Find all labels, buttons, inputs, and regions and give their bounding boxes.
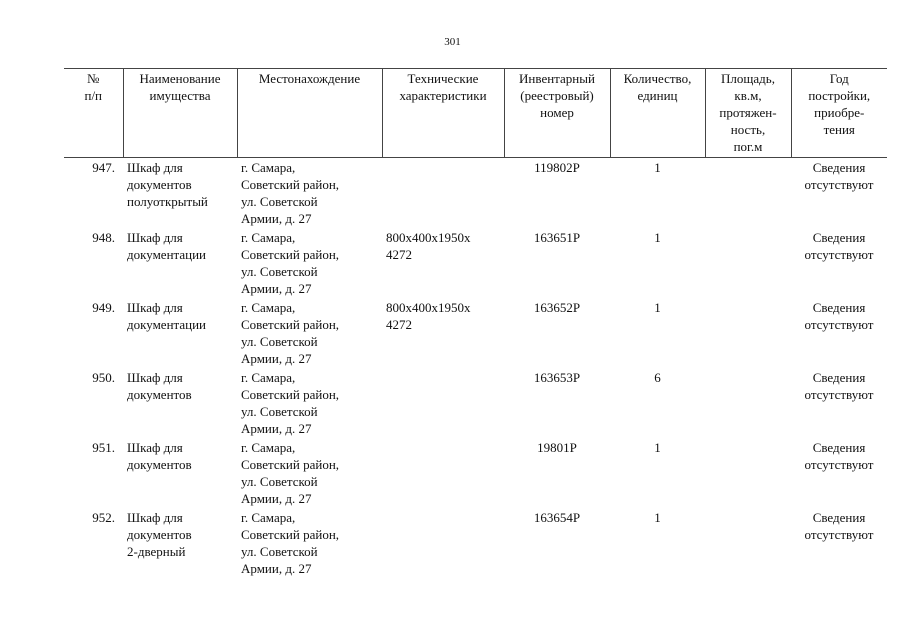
item-location-line: г. Самара, [241,440,296,455]
item-year-line: Сведения [812,300,866,315]
item-tech-specs-cell [382,228,504,298]
item-name-line: Шкаф для [127,440,183,455]
item-name-line: документов [127,387,192,402]
header-line: п/п [84,88,103,103]
item-quantity-cell: 1 [654,300,661,315]
item-year-line: отсутствуют [804,457,874,472]
item-quantity-cell: 1 [654,440,661,455]
item-name-cell [123,228,237,298]
item-location-line: ул. Советской [241,474,318,489]
header-line: Количество, [623,71,692,86]
item-year-cell [791,298,887,368]
item-location-line: Армии, д. 27 [241,351,312,366]
item-location-line: ул. Советской [241,544,318,559]
item-location-cell [237,368,382,438]
item-location-line: г. Самара, [241,230,296,245]
item-area-cell [705,158,791,229]
header-line: тения [823,122,855,137]
item-area-cell [705,508,791,578]
item-year-cell [791,508,887,578]
header-line: Площадь, [721,71,775,86]
item-location-cell [237,158,382,229]
item-location-cell [237,508,382,578]
table-row [64,158,887,229]
header-line: имущества [149,88,211,103]
header-line: (реестровый) [520,88,594,103]
header-cell-area [705,69,791,158]
item-location-line: ул. Советской [241,264,318,279]
table-row [64,438,887,508]
item-name-cell [123,368,237,438]
table-row [64,508,887,578]
item-location-line: Советский район, [241,317,340,332]
item-location-line: Армии, д. 27 [241,491,312,506]
item-name-cell [123,158,237,229]
item-location-line: г. Самара, [241,300,296,315]
item-location-line: г. Самара, [241,510,296,525]
table-header-row [64,69,887,158]
item-inventory-number-cell: 163654Р [533,510,581,525]
item-inventory-number-cell: 163652Р [533,300,581,315]
header-line: приобре- [814,105,865,120]
item-tech-specs-cell [382,438,504,508]
item-year-line: Сведения [812,440,866,455]
header-line: пог.м [733,139,763,154]
item-tech-specs-cell [382,158,504,229]
item-name-line: документации [127,247,207,262]
item-year-line: Сведения [812,160,866,175]
header-cell-location [237,69,382,158]
item-quantity-cell: 1 [654,230,661,245]
table-row [64,368,887,438]
item-name-line: полуоткрытый [127,194,208,209]
item-location-line: ул. Советской [241,194,318,209]
table-row [64,228,887,298]
item-tech-specs-cell [382,368,504,438]
item-year-cell [791,438,887,508]
item-name-line: документов [127,527,192,542]
item-location-line: Армии, д. 27 [241,211,312,226]
item-name-line: 2-дверный [127,544,186,559]
item-location-line: Армии, д. 27 [241,281,312,296]
item-location-line: г. Самара, [241,370,296,385]
item-year-line: Сведения [812,510,866,525]
item-tech-specs-line: 800х400х1950х [386,230,471,245]
item-location-cell [237,228,382,298]
header-cell-inventory [504,69,610,158]
row-number-cell: 949. [92,300,115,315]
item-name-line: Шкаф для [127,510,183,525]
item-name-line: документов [127,457,192,472]
header-line: Год [829,71,849,86]
item-location-line: Советский район, [241,387,340,402]
item-location-line: Армии, д. 27 [241,561,312,576]
header-line: ность, [730,122,766,137]
item-inventory-number-cell: 119802Р [534,160,580,175]
item-name-line: документации [127,317,207,332]
item-year-line: отсутствуют [804,387,874,402]
row-number-cell: 950. [92,370,115,385]
header-cell-number [64,69,123,158]
item-year-cell [791,368,887,438]
header-line: кв.м, [734,88,762,103]
header-line: № [87,71,100,86]
property-registry-table [64,68,887,578]
item-location-line: ул. Советской [241,334,318,349]
item-quantity-cell: 1 [654,160,661,175]
header-line: Инвентарный [519,71,595,86]
item-area-cell [705,298,791,368]
item-name-line: Шкаф для [127,160,183,175]
item-area-cell [705,368,791,438]
table-body [64,158,887,579]
item-tech-specs-line: 800х400х1950х [386,300,471,315]
item-inventory-number-cell: 163651Р [533,230,581,245]
item-location-line: ул. Советской [241,404,318,419]
item-year-line: отсутствуют [804,247,874,262]
header-cell-tech [382,69,504,158]
item-location-line: Советский район, [241,527,340,542]
row-number-cell: 948. [92,230,115,245]
item-location-line: Советский район, [241,457,340,472]
row-number-cell: 951. [92,440,115,455]
item-name-line: Шкаф для [127,300,183,315]
item-location-cell [237,298,382,368]
item-area-cell [705,438,791,508]
item-tech-specs-cell [382,298,504,368]
row-number-cell: 952. [92,510,115,525]
header-line: протяжен- [719,105,777,120]
item-tech-specs-cell [382,508,504,578]
header-line: номер [540,105,574,120]
header-cell-year [791,69,887,158]
item-location-line: Армии, д. 27 [241,421,312,436]
item-name-line: документов [127,177,192,192]
item-year-line: отсутствуют [804,317,874,332]
row-number-cell: 947. [92,160,115,175]
item-year-line: отсутствуют [804,177,874,192]
item-year-line: Сведения [812,370,866,385]
item-name-line: Шкаф для [127,370,183,385]
item-location-line: Советский район, [241,247,340,262]
header-line: Местонахождение [258,71,361,86]
header-cell-quantity [610,69,705,158]
header-line: Технические [407,71,479,86]
item-name-cell [123,438,237,508]
item-name-line: Шкаф для [127,230,183,245]
item-location-cell [237,438,382,508]
header-line: характеристики [399,88,487,103]
item-year-cell [791,228,887,298]
header-line: Наименование [139,71,221,86]
item-year-line: Сведения [812,230,866,245]
item-year-line: отсутствуют [804,527,874,542]
item-location-line: г. Самара, [241,160,296,175]
item-name-cell [123,508,237,578]
header-line: постройки, [808,88,871,103]
item-tech-specs-line: 4272 [386,247,412,262]
item-quantity-cell: 1 [654,510,661,525]
item-name-cell [123,298,237,368]
item-location-line: Советский район, [241,177,340,192]
header-line: единиц [637,88,678,103]
item-inventory-number-cell: 19801Р [537,440,577,455]
item-area-cell [705,228,791,298]
item-tech-specs-line: 4272 [386,317,412,332]
header-cell-name [123,69,237,158]
item-year-cell [791,158,887,229]
item-quantity-cell: 6 [654,370,661,385]
page-number: 301 [444,36,461,48]
item-inventory-number-cell: 163653Р [533,370,581,385]
table-row [64,298,887,368]
